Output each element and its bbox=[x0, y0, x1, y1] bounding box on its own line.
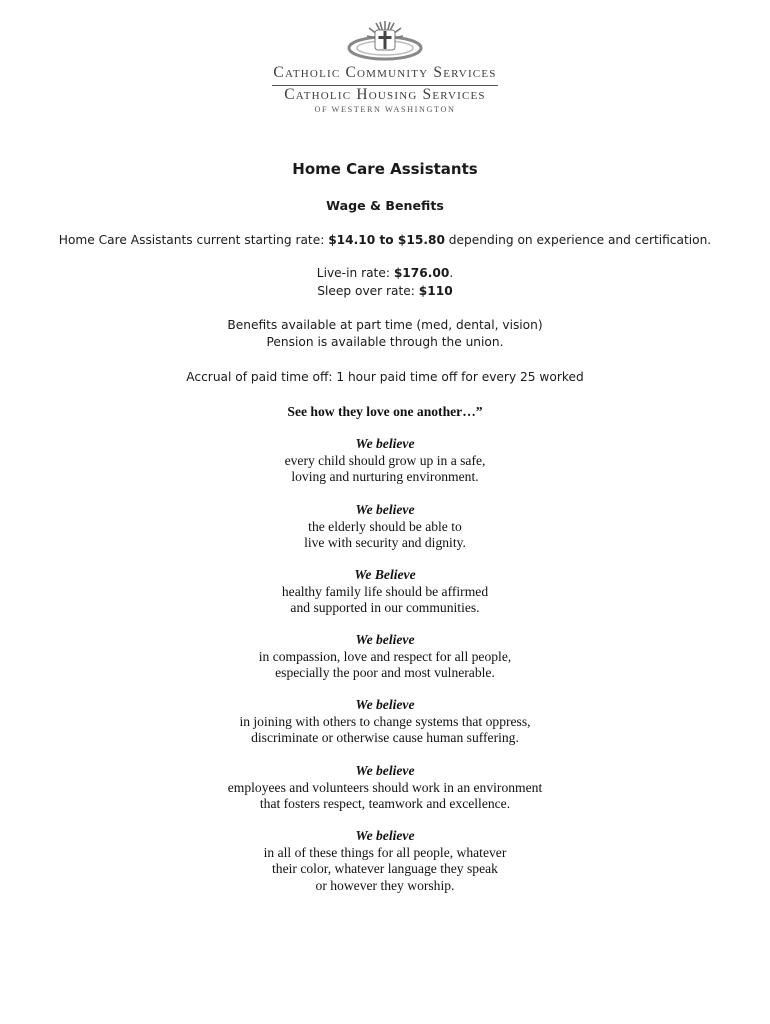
belief-line: the elderly should be able to bbox=[308, 518, 462, 534]
live-in-value: $176.00 bbox=[393, 266, 450, 280]
organization-logo bbox=[250, 18, 520, 118]
belief-heading: We believe bbox=[355, 436, 415, 451]
belief-line: in all of these things for all people, whatever bbox=[263, 844, 507, 860]
belief-block bbox=[0, 502, 770, 552]
sleep-over-rate-line bbox=[0, 284, 770, 298]
belief-line: that fosters respect, teamwork and excellence. bbox=[259, 796, 511, 811]
logo-region: OF WESTERN WASHINGTON bbox=[314, 105, 456, 114]
pension-line: Pension is available through the union. bbox=[266, 335, 504, 349]
belief-heading: We believe bbox=[355, 828, 415, 843]
logo-org-name-2: Catholic Housing Services bbox=[284, 86, 486, 103]
live-in-suffix: . bbox=[449, 266, 454, 280]
creed-heading: See how they love one another…” bbox=[287, 404, 483, 419]
benefits-line: Benefits available at part time (med, dental, vision) bbox=[227, 318, 543, 332]
starting-rate-suffix: depending on experience and certification. bbox=[444, 233, 712, 247]
belief-heading: We believe bbox=[355, 502, 415, 517]
accrual-line: Accrual of paid time off: 1 hour paid time off for every 25 worked bbox=[186, 370, 584, 384]
belief-line: their color, whatever language they speak bbox=[272, 861, 498, 876]
page-title: Home Care Assistants bbox=[292, 160, 478, 178]
section-subtitle: Wage & Benefits bbox=[326, 198, 444, 213]
belief-line: employees and volunteers should work in an environment bbox=[227, 779, 543, 795]
belief-heading: We Believe bbox=[354, 567, 416, 582]
belief-line: loving and nurturing environment. bbox=[291, 469, 479, 484]
belief-line: healthy family life should be affirmed bbox=[281, 583, 489, 599]
belief-heading: We believe bbox=[355, 632, 415, 647]
starting-rate-value: $14.10 to $15.80 bbox=[328, 233, 445, 247]
starting-rate-line bbox=[0, 233, 770, 247]
cross-sunburst-icon bbox=[345, 18, 425, 66]
live-in-rate-line bbox=[0, 266, 770, 280]
belief-block bbox=[0, 436, 770, 486]
sleep-over-label: Sleep over rate: bbox=[317, 284, 419, 298]
belief-block bbox=[0, 697, 770, 747]
belief-line: in joining with others to change systems that oppress, bbox=[239, 713, 531, 729]
belief-heading: We believe bbox=[355, 763, 415, 778]
belief-block bbox=[0, 632, 770, 682]
belief-block bbox=[0, 567, 770, 617]
live-in-label: Live-in rate: bbox=[316, 266, 394, 280]
belief-line: live with security and dignity. bbox=[304, 535, 466, 550]
belief-line: especially the poor and most vulnerable. bbox=[275, 665, 495, 680]
belief-heading: We believe bbox=[355, 697, 415, 712]
sleep-over-value: $110 bbox=[418, 284, 453, 298]
starting-rate-prefix: Home Care Assistants current starting rate: bbox=[58, 233, 329, 247]
logo-org-name-1: Catholic Community Services bbox=[273, 64, 497, 81]
belief-line: or however they worship. bbox=[315, 877, 455, 893]
belief-line: and supported in our communities. bbox=[290, 600, 480, 615]
belief-line: in compassion, love and respect for all people, bbox=[258, 648, 512, 664]
belief-block bbox=[0, 828, 770, 894]
belief-line: discriminate or otherwise cause human suffering. bbox=[251, 730, 519, 745]
belief-block bbox=[0, 763, 770, 813]
belief-line: every child should grow up in a safe, bbox=[284, 452, 486, 468]
